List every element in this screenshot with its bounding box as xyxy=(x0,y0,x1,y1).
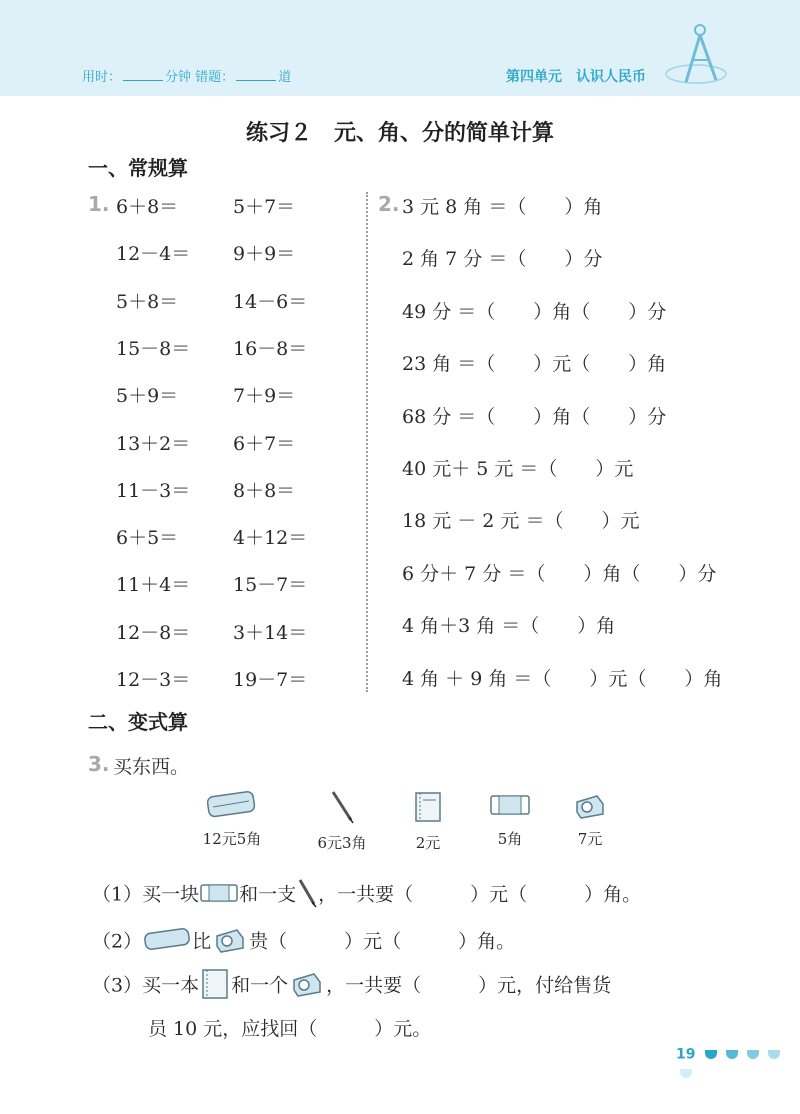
question-2-number: 2. xyxy=(378,192,400,216)
q1-equation: 6＋8＝ xyxy=(116,196,179,218)
notebook-icon xyxy=(199,968,231,1005)
q1-equation: 11＋4＝ xyxy=(116,574,191,597)
item-pencil-case xyxy=(196,790,268,849)
subquestion-3-line-2: 员 10 元，应找回（ ）元。 xyxy=(148,1018,432,1040)
time-blank[interactable] xyxy=(123,80,163,81)
q1-equation: 5＋8＝ xyxy=(116,290,179,313)
price-pencil-case: 12元5角 xyxy=(202,830,262,848)
pen-icon xyxy=(327,790,357,824)
sharpener-icon xyxy=(288,970,326,1003)
price-eraser: 5角 xyxy=(497,830,523,848)
price-pen: 6元3角 xyxy=(317,834,367,852)
page-number: 19 xyxy=(676,1046,696,1063)
sharpener-icon xyxy=(211,926,249,959)
q1-equation: 11－3＝ xyxy=(116,479,191,502)
q1-equation: 15－7＝ xyxy=(233,574,308,597)
errors-unit: 道 xyxy=(278,70,292,85)
q2-conversion: 2 角 7 分 ＝（ ）分 xyxy=(402,248,603,271)
price-notebook: 2元 xyxy=(415,834,441,852)
question-3-number: 3. xyxy=(88,752,110,776)
q2-conversion: 68 分 ＝（ ）角（ ）分 xyxy=(402,405,667,428)
errors-label: 错题： xyxy=(195,70,235,85)
q1-equation: 9＋9＝ xyxy=(233,243,296,266)
q2-conversion: 3 元 8 角 ＝（ ）角 xyxy=(402,196,603,218)
sharpener-icon xyxy=(571,790,609,820)
time-label: 用时： xyxy=(82,70,122,85)
sub3-part-c: ，一共要（ ）元，付给售货 xyxy=(326,974,612,997)
q1-equation: 12－4＝ xyxy=(116,243,191,266)
price-sharpener: 7元 xyxy=(577,830,603,848)
sub3-part-a: （3）买一本 xyxy=(92,974,200,997)
pencil-case-icon xyxy=(205,790,259,820)
q1-equation: 12－3＝ xyxy=(116,669,191,691)
q1-equation: 8＋8＝ xyxy=(233,479,296,502)
q1-equation: 19－7＝ xyxy=(233,669,308,691)
unit-label: 第四单元 xyxy=(506,69,562,85)
footer-dot xyxy=(747,1050,759,1059)
q1-equation: 13＋2＝ xyxy=(116,432,191,455)
q1-equation: 16－8＝ xyxy=(233,337,308,360)
footer-dot xyxy=(705,1050,717,1059)
q2-conversion: 4 角＋3 角 ＝（ ）角 xyxy=(402,615,616,638)
pencil-case-icon xyxy=(142,927,192,958)
q2-conversion: 49 分 ＝（ ）角（ ）分 xyxy=(402,300,667,323)
notebook-icon xyxy=(411,790,445,824)
item-sharpener xyxy=(558,790,622,849)
q1-equation: 7＋9＝ xyxy=(233,385,296,408)
q1-equation: 14－6＝ xyxy=(233,290,308,313)
q1-equation: 3＋14＝ xyxy=(233,621,308,644)
q2-conversion: 18 元 － 2 元 ＝（ ）元 xyxy=(402,510,640,533)
q1-equation: 6＋7＝ xyxy=(233,432,296,455)
time-and-errors xyxy=(82,66,291,85)
sub2-part-c: 贵（ ）元（ ）角。 xyxy=(249,930,516,953)
q1-equation: 12－8＝ xyxy=(116,621,191,644)
page-footer xyxy=(676,1044,800,1082)
q1-equation: 6＋5＝ xyxy=(116,527,179,550)
item-notebook xyxy=(396,790,460,853)
sub1-part-b: 和一支 xyxy=(239,883,297,906)
footer-dot xyxy=(680,1069,692,1078)
sub2-part-b: 比 xyxy=(192,930,212,953)
sub3-part-b: 和一个 xyxy=(231,974,289,997)
sub2-part-a: （2） xyxy=(92,930,143,953)
section-heading-1: 一、常规算 xyxy=(88,156,188,180)
question-1-number: 1. xyxy=(88,192,110,216)
sub1-part-c: ，一共要（ ）元（ ）角。 xyxy=(318,883,642,906)
footer-dot xyxy=(726,1050,738,1059)
pen-icon xyxy=(296,878,318,913)
eraser-icon xyxy=(199,881,239,910)
unit-title: 认识人民币 xyxy=(576,69,646,85)
q1-equation: 5＋9＝ xyxy=(116,385,179,408)
sub1-part-a: （1）买一块 xyxy=(92,883,200,906)
column-divider xyxy=(366,192,368,692)
q2-conversion: 23 角 ＝（ ）元（ ）角 xyxy=(402,353,667,376)
subquestion-3 xyxy=(92,968,611,1005)
section-heading-2: 二、变式算 xyxy=(88,710,188,734)
subquestion-2 xyxy=(92,926,515,959)
eraser-icon xyxy=(487,790,533,820)
q1-equation: 15－8＝ xyxy=(116,337,191,360)
q2-conversion: 4 角 ＋ 9 角 ＝（ ）元（ ）角 xyxy=(402,667,723,690)
item-pen xyxy=(306,790,378,853)
subquestion-1 xyxy=(92,878,641,913)
q2-conversion: 6 分＋ 7 分 ＝（ ）角（ ）分 xyxy=(402,562,717,585)
footer-dot xyxy=(768,1050,780,1059)
q2-conversion: 40 元＋ 5 元 ＝（ ）元 xyxy=(402,458,634,480)
page-title: 练习２ 元、角、分的简单计算 xyxy=(245,121,554,146)
errors-blank[interactable] xyxy=(236,80,276,81)
unit-heading xyxy=(506,66,646,86)
item-eraser xyxy=(478,790,542,849)
time-unit: 分钟 xyxy=(165,70,192,85)
compass-icon xyxy=(662,18,742,90)
question-3-title: 买东西。 xyxy=(113,756,190,778)
q1-equation: 4＋12＝ xyxy=(233,527,308,550)
q1-equation: 5＋7＝ xyxy=(233,196,296,218)
